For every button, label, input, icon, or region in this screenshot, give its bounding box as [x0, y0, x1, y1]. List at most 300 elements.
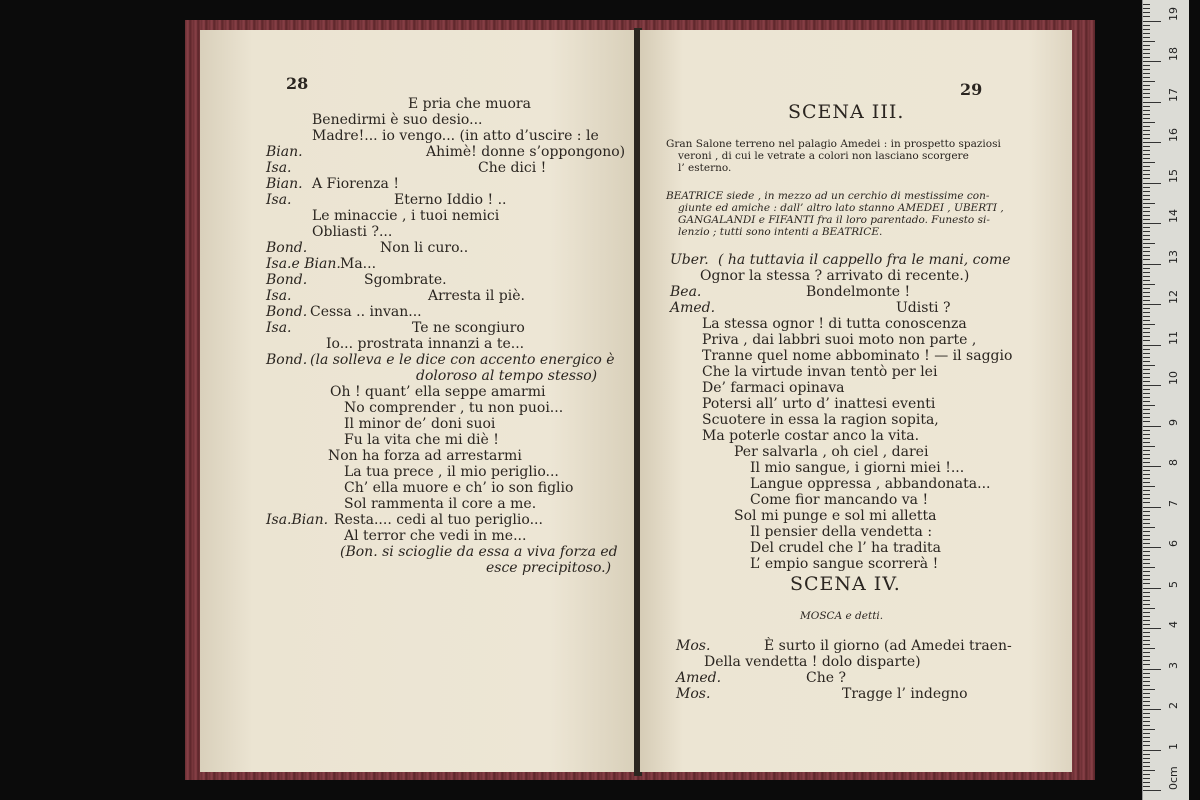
ruler-tick — [1143, 158, 1150, 159]
ruler-tick — [1143, 745, 1150, 746]
ruler-tick — [1143, 365, 1155, 366]
ruler-tick — [1143, 97, 1150, 98]
ruler-tick — [1143, 223, 1161, 224]
text-line: Io... prostrata innanzi a te... — [326, 336, 525, 352]
ruler-tick — [1143, 579, 1150, 580]
ruler-tick — [1143, 211, 1150, 212]
ruler-tick — [1143, 41, 1155, 42]
ruler-tick — [1143, 721, 1150, 722]
text-line: Che dici ! — [478, 160, 547, 176]
ruler-label: 10 — [1167, 371, 1180, 385]
ruler-tick — [1143, 462, 1150, 463]
text-line: Fu la vita che mi diè ! — [344, 432, 499, 448]
ruler-tick — [1143, 12, 1150, 13]
text-line: Al terror che vedi in me... — [344, 528, 527, 544]
ruler-tick — [1143, 203, 1155, 204]
ruler-tick — [1143, 737, 1150, 738]
ruler-tick — [1143, 750, 1161, 751]
ruler-tick — [1143, 231, 1150, 232]
text-line: Eterno Iddio ! .. — [394, 192, 507, 208]
ruler-tick — [1143, 45, 1150, 46]
ruler-tick — [1143, 8, 1150, 9]
ruler-tick — [1143, 596, 1150, 597]
ruler-tick — [1143, 567, 1155, 568]
stage-direction: ( ha tuttavia il cappello fra le mani, come — [718, 252, 1011, 268]
ruler-tick — [1143, 438, 1150, 439]
ruler-tick — [1143, 652, 1150, 653]
ruler-label: 11 — [1167, 330, 1180, 345]
ruler-tick — [1143, 677, 1150, 678]
text-line: L’ empio sangue scorrerà ! — [750, 556, 939, 572]
text-line: Obliasti ?... — [312, 224, 393, 240]
ruler-tick — [1143, 689, 1155, 690]
ruler-tick — [1143, 61, 1161, 62]
ruler-tick — [1143, 389, 1150, 390]
speaker: Mos. — [676, 686, 711, 702]
ruler-tick — [1143, 482, 1150, 483]
ruler-label: 6 — [1167, 540, 1180, 547]
ruler-tick — [1143, 628, 1161, 629]
ruler-tick — [1143, 227, 1150, 228]
ruler-tick — [1143, 733, 1150, 734]
text-line: Bondelmonte ! — [806, 284, 911, 300]
stage-direction: GANGALANDI e FIFANTI fra il loro parentado. Funesto si- — [678, 214, 990, 226]
ruler-label: 0cm — [1167, 766, 1180, 790]
speaker: Isa.Bian. — [266, 512, 329, 528]
ruler-tick — [1143, 191, 1150, 192]
ruler-tick — [1143, 264, 1161, 265]
ruler-tick — [1143, 701, 1150, 702]
ruler-tick — [1143, 118, 1150, 119]
ruler-tick — [1143, 328, 1150, 329]
ruler-tick — [1143, 405, 1155, 406]
ruler-tick — [1143, 345, 1161, 346]
ruler-tick — [1143, 709, 1161, 710]
ruler-tick — [1143, 583, 1150, 584]
ruler-tick — [1143, 106, 1150, 107]
speaker: Bond. — [266, 352, 308, 368]
ruler-tick — [1143, 349, 1150, 350]
page-number: 28 — [286, 74, 309, 93]
ruler-tick — [1143, 166, 1150, 167]
ruler-label: 19 — [1167, 6, 1180, 21]
ruler-tick — [1143, 434, 1150, 435]
ruler-tick — [1143, 381, 1150, 382]
text-line: Cessa .. invan... — [310, 304, 422, 320]
ruler-tick — [1143, 531, 1150, 532]
ruler-tick — [1143, 77, 1150, 78]
ruler-tick — [1143, 369, 1150, 370]
ruler-tick — [1143, 93, 1150, 94]
text-line: Ch’ ella muore e ch’ io son figlio — [344, 480, 574, 496]
ruler-tick — [1143, 717, 1150, 718]
ruler-label: 8 — [1167, 459, 1180, 466]
ruler-tick — [1143, 588, 1161, 589]
ruler-tick — [1143, 535, 1150, 536]
right-page — [640, 30, 1072, 772]
ruler-tick — [1143, 511, 1150, 512]
ruler-tick — [1143, 21, 1161, 22]
ruler-tick — [1143, 33, 1150, 34]
ruler-tick — [1143, 778, 1150, 779]
text-line: Langue oppressa , abbandonata... — [750, 476, 991, 492]
ruler-tick — [1143, 53, 1150, 54]
ruler-label: 1 — [1167, 742, 1180, 750]
speaker: Uber. — [670, 252, 709, 268]
stage-direction: (Bon. si scioglie da essa a viva forza ed — [340, 544, 618, 560]
ruler-tick — [1143, 426, 1161, 427]
ruler-tick — [1143, 681, 1150, 682]
ruler-tick — [1143, 215, 1150, 216]
ruler-label: 18 — [1167, 47, 1180, 61]
ruler-tick — [1143, 446, 1155, 447]
speaker: Amed. — [670, 300, 716, 316]
ruler-tick — [1143, 539, 1150, 540]
ruler-tick — [1143, 494, 1150, 495]
ruler-tick — [1143, 490, 1150, 491]
ruler-tick — [1143, 178, 1150, 179]
ruler-tick — [1143, 470, 1150, 471]
ruler-tick — [1143, 442, 1150, 443]
ruler-label: 12 — [1167, 290, 1180, 304]
text-line: Ahimè! donne s’oppongono) — [426, 144, 626, 160]
ruler-tick — [1143, 142, 1161, 143]
scene-title: SCENA IV. — [790, 573, 901, 595]
ruler-tick — [1143, 207, 1150, 208]
ruler-tick — [1143, 527, 1155, 528]
ruler-tick — [1143, 413, 1150, 414]
ruler-tick — [1143, 4, 1150, 5]
scene-setting: Gran Salone terreno nel palagio Amedei : in prospetto spaziosi — [666, 138, 1001, 150]
text-line: A Fiorenza ! — [312, 176, 399, 192]
ruler-tick — [1143, 37, 1150, 38]
text-line: Tragge l’ indegno — [842, 686, 968, 702]
ruler-tick — [1143, 69, 1150, 70]
ruler-tick — [1143, 247, 1150, 248]
ruler-tick — [1143, 296, 1150, 297]
ruler-tick — [1143, 373, 1150, 374]
stage-direction: esce precipitoso.) — [486, 560, 612, 576]
text-line: Arresta il piè. — [428, 288, 525, 304]
ruler-tick — [1143, 486, 1155, 487]
ruler-tick — [1143, 397, 1150, 398]
text-line: Il minor de’ doni suoi — [344, 416, 496, 432]
ruler-label: 14 — [1167, 209, 1180, 223]
ruler-tick — [1143, 660, 1150, 661]
left-page — [200, 30, 637, 772]
ruler-tick — [1143, 134, 1150, 135]
ruler-tick — [1143, 276, 1150, 277]
ruler-tick — [1143, 782, 1150, 783]
text-line: Oh ! quant’ ella seppe amarmi — [330, 384, 546, 400]
ruler-tick — [1143, 146, 1150, 147]
ruler-tick — [1143, 616, 1150, 617]
ruler-tick — [1143, 308, 1150, 309]
text-line: Per salvarla , oh ciel , darei — [734, 444, 929, 460]
ruler-tick — [1143, 304, 1161, 305]
ruler-tick — [1143, 608, 1155, 609]
speaker: Mos. — [676, 638, 711, 654]
speaker: Isa.e Bian. — [266, 256, 341, 272]
ruler-tick — [1143, 648, 1155, 649]
ruler-tick — [1143, 110, 1150, 111]
speaker: Isa. — [266, 288, 292, 304]
ruler-tick — [1143, 632, 1150, 633]
ruler-tick — [1143, 357, 1150, 358]
ruler-tick — [1143, 122, 1155, 123]
ruler-label: 5 — [1167, 580, 1180, 588]
ruler-tick — [1143, 102, 1161, 103]
ruler-label: 15 — [1167, 168, 1180, 183]
ruler-tick — [1143, 195, 1150, 196]
ruler-tick — [1143, 770, 1155, 771]
ruler-tick — [1143, 170, 1150, 171]
ruler-label: 4 — [1167, 621, 1180, 628]
speaker: Bian. — [266, 144, 303, 160]
ruler-tick — [1143, 393, 1150, 394]
stage-direction: lenzio ; tutti sono intenti a BEATRICE. — [678, 226, 883, 238]
ruler-tick — [1143, 81, 1155, 82]
ruler-tick — [1143, 713, 1150, 714]
scene-setting: veroni , di cui le vetrate a colori non lasciano scorgere — [678, 150, 969, 162]
ruler-tick — [1143, 219, 1150, 220]
ruler-tick — [1143, 543, 1150, 544]
ruler-tick — [1143, 693, 1150, 694]
ruler-tick — [1143, 251, 1150, 252]
ruler-tick — [1143, 551, 1150, 552]
speaker: Bond. — [266, 272, 308, 288]
ruler-tick — [1143, 644, 1150, 645]
ruler-tick — [1143, 401, 1150, 402]
text-line: Non ha forza ad arrestarmi — [328, 448, 522, 464]
ruler-tick — [1143, 300, 1150, 301]
text-line: No comprender , tu non puoi... — [344, 400, 564, 416]
text-line: De’ farmaci opinava — [702, 380, 845, 396]
ruler-tick — [1143, 361, 1150, 362]
ruler-tick — [1143, 604, 1150, 605]
ruler-tick — [1143, 498, 1150, 499]
ruler-tick — [1143, 673, 1150, 674]
text-line: Scuotere in essa la ragion sopita, — [702, 412, 939, 428]
ruler-tick — [1143, 575, 1150, 576]
ruler-tick — [1143, 519, 1150, 520]
ruler-tick — [1143, 187, 1150, 188]
scene-setting: l’ esterno. — [678, 162, 732, 174]
ruler-tick — [1143, 114, 1150, 115]
ruler-tick — [1143, 385, 1161, 386]
speaker: Bian. — [266, 176, 303, 192]
speaker: Amed. — [676, 670, 722, 686]
speaker: Bond. — [266, 304, 308, 320]
ruler-tick — [1143, 268, 1150, 269]
ruler-tick — [1143, 138, 1150, 139]
text-line: Non li curo.. — [380, 240, 469, 256]
ruler-tick — [1143, 284, 1155, 285]
ruler-tick — [1143, 466, 1161, 467]
ruler-tick — [1143, 600, 1150, 601]
text-line: Del crudel che l’ ha tradita — [750, 540, 942, 556]
text-line: E pria che muora — [408, 96, 531, 112]
ruler-tick — [1143, 620, 1150, 621]
text-line: Benedirmi è suo desio... — [312, 112, 483, 128]
ruler-tick — [1143, 729, 1155, 730]
ruler-tick — [1143, 154, 1150, 155]
text-line: Il pensier della vendetta : — [750, 524, 933, 540]
ruler-tick — [1143, 656, 1150, 657]
ruler-tick — [1143, 725, 1150, 726]
text-line: Il mio sangue, i giorni miei !... — [750, 460, 965, 476]
speaker: Isa. — [266, 160, 292, 176]
ruler-tick — [1143, 430, 1150, 431]
text-line: Madre!... io vengo... (in atto d’uscire : le — [312, 128, 599, 144]
ruler-tick — [1143, 640, 1150, 641]
ruler-tick — [1143, 65, 1150, 66]
text-line: La stessa ognor ! di tutta conoscenza — [702, 316, 967, 332]
ruler-tick — [1143, 409, 1150, 410]
ruler-label: 9 — [1167, 418, 1180, 426]
ruler-tick — [1143, 150, 1150, 151]
speaker: Isa. — [266, 192, 292, 208]
ruler-tick — [1143, 685, 1150, 686]
ruler-tick — [1143, 324, 1155, 325]
text-line: Ma... — [340, 256, 377, 272]
text-line: È surto il giorno (ad Amedei traen- — [764, 638, 1012, 654]
ruler-tick — [1143, 312, 1150, 313]
text-line: Sol rammenta il core a me. — [344, 496, 537, 512]
text-line: Potersi all’ urto d’ inattesi eventi — [702, 396, 936, 412]
ruler-tick — [1143, 762, 1150, 763]
ruler-tick — [1143, 563, 1150, 564]
ruler-tick — [1143, 478, 1150, 479]
ruler-tick — [1143, 790, 1161, 791]
ruler-tick — [1143, 458, 1150, 459]
ruler-tick — [1143, 320, 1150, 321]
ruler-tick — [1143, 353, 1150, 354]
ruler-tick — [1143, 332, 1150, 333]
text-line: Le minaccie , i tuoi nemici — [312, 208, 500, 224]
ruler-tick — [1143, 624, 1150, 625]
ruler-tick — [1143, 199, 1150, 200]
text-line: Te ne scongiuro — [412, 320, 525, 336]
ruler-label: 7 — [1167, 499, 1180, 507]
ruler-tick — [1143, 474, 1150, 475]
text-line: Udisti ? — [896, 300, 951, 316]
ruler-tick — [1143, 49, 1150, 50]
ruler-tick — [1143, 340, 1150, 341]
stage-direction: giunte ed amiche : dall’ altro lato stanno AMEDEI , UBERTI , — [678, 202, 1004, 214]
ruler-tick — [1143, 636, 1150, 637]
text-line: Sol mi punge e sol mi alletta — [734, 508, 937, 524]
ruler-tick — [1143, 741, 1150, 742]
ruler-tick — [1143, 515, 1150, 516]
ruler-tick — [1143, 786, 1150, 787]
ruler-tick — [1143, 183, 1161, 184]
ruler-tick — [1143, 502, 1150, 503]
ruler-tick — [1143, 766, 1150, 767]
speaker: Isa. — [266, 320, 292, 336]
ruler-tick — [1143, 523, 1150, 524]
ruler-tick — [1143, 292, 1150, 293]
ruler-tick — [1143, 85, 1150, 86]
ruler-tick — [1143, 774, 1150, 775]
stage-direction: MOSCA e detti. — [800, 610, 884, 622]
text-line: La tua prece , il mio periglio... — [344, 464, 559, 480]
text-line: Tranne quel nome abbominato ! — il saggio — [702, 348, 1013, 364]
ruler-tick — [1143, 705, 1150, 706]
ruler-tick — [1143, 130, 1150, 131]
ruler-tick — [1143, 239, 1150, 240]
ruler-tick — [1143, 377, 1150, 378]
ruler-tick — [1143, 336, 1150, 337]
ruler-label: 13 — [1167, 249, 1180, 264]
ruler-tick — [1143, 555, 1150, 556]
text-line: Ma poterle costar anco la vita. — [702, 428, 920, 444]
ruler-label: 16 — [1167, 128, 1180, 142]
speaker: Bond. — [266, 240, 308, 256]
ruler-tick — [1143, 73, 1150, 74]
ruler-tick — [1143, 316, 1150, 317]
text-line: Ognor la stessa ? arrivato di recente.) — [700, 268, 970, 284]
text-line: Della vendetta ! dolo disparte) — [704, 654, 921, 670]
ruler-tick — [1143, 280, 1150, 281]
ruler-tick — [1143, 89, 1150, 90]
ruler-tick — [1143, 288, 1150, 289]
ruler-tick — [1143, 57, 1150, 58]
ruler-tick — [1143, 669, 1161, 670]
ruler-tick — [1143, 174, 1150, 175]
ruler-tick — [1143, 758, 1150, 759]
ruler-tick — [1143, 697, 1150, 698]
ruler-tick — [1143, 126, 1150, 127]
ruler-tick — [1143, 29, 1150, 30]
ruler-tick — [1143, 450, 1150, 451]
text-line: Sgombrate. — [364, 272, 447, 288]
ruler-tick — [1143, 559, 1150, 560]
ruler-tick — [1143, 454, 1150, 455]
ruler-tick — [1143, 421, 1150, 422]
ruler-label: 2 — [1167, 702, 1180, 709]
text-line: Che la virtude invan tentò per lei — [702, 364, 938, 380]
ruler-label: 17 — [1167, 87, 1180, 102]
ruler-tick — [1143, 255, 1150, 256]
speaker: Bea. — [670, 284, 702, 300]
ruler-tick — [1143, 592, 1150, 593]
text-line: Che ? — [806, 670, 846, 686]
ruler-tick — [1143, 243, 1155, 244]
ruler-tick — [1143, 259, 1150, 260]
ruler-tick — [1143, 16, 1150, 17]
text-line: Resta.... cedi al tuo periglio... — [334, 512, 543, 528]
stage-direction: (la solleva e le dice con accento energico è — [310, 352, 615, 368]
ruler-tick — [1143, 272, 1150, 273]
ruler-tick — [1143, 507, 1161, 508]
text-line: Come fior mancando va ! — [750, 492, 929, 508]
stage-direction: doloroso al tempo stesso) — [416, 368, 598, 384]
ruler-tick — [1143, 417, 1150, 418]
page-number: 29 — [960, 80, 983, 99]
scene-title: SCENA III. — [788, 101, 905, 123]
text-line: Priva , dai labbri suoi moto non parte , — [702, 332, 977, 348]
stage-direction: BEATRICE siede , in mezzo ad un cerchio di mestissime con- — [666, 190, 990, 202]
ruler-tick — [1143, 547, 1161, 548]
measuring-ruler — [1142, 0, 1189, 800]
ruler-label: 3 — [1167, 661, 1180, 669]
ruler-tick — [1143, 25, 1150, 26]
ruler-tick — [1143, 571, 1150, 572]
ruler-tick — [1143, 235, 1150, 236]
ruler-tick — [1143, 664, 1150, 665]
ruler-tick — [1143, 162, 1155, 163]
